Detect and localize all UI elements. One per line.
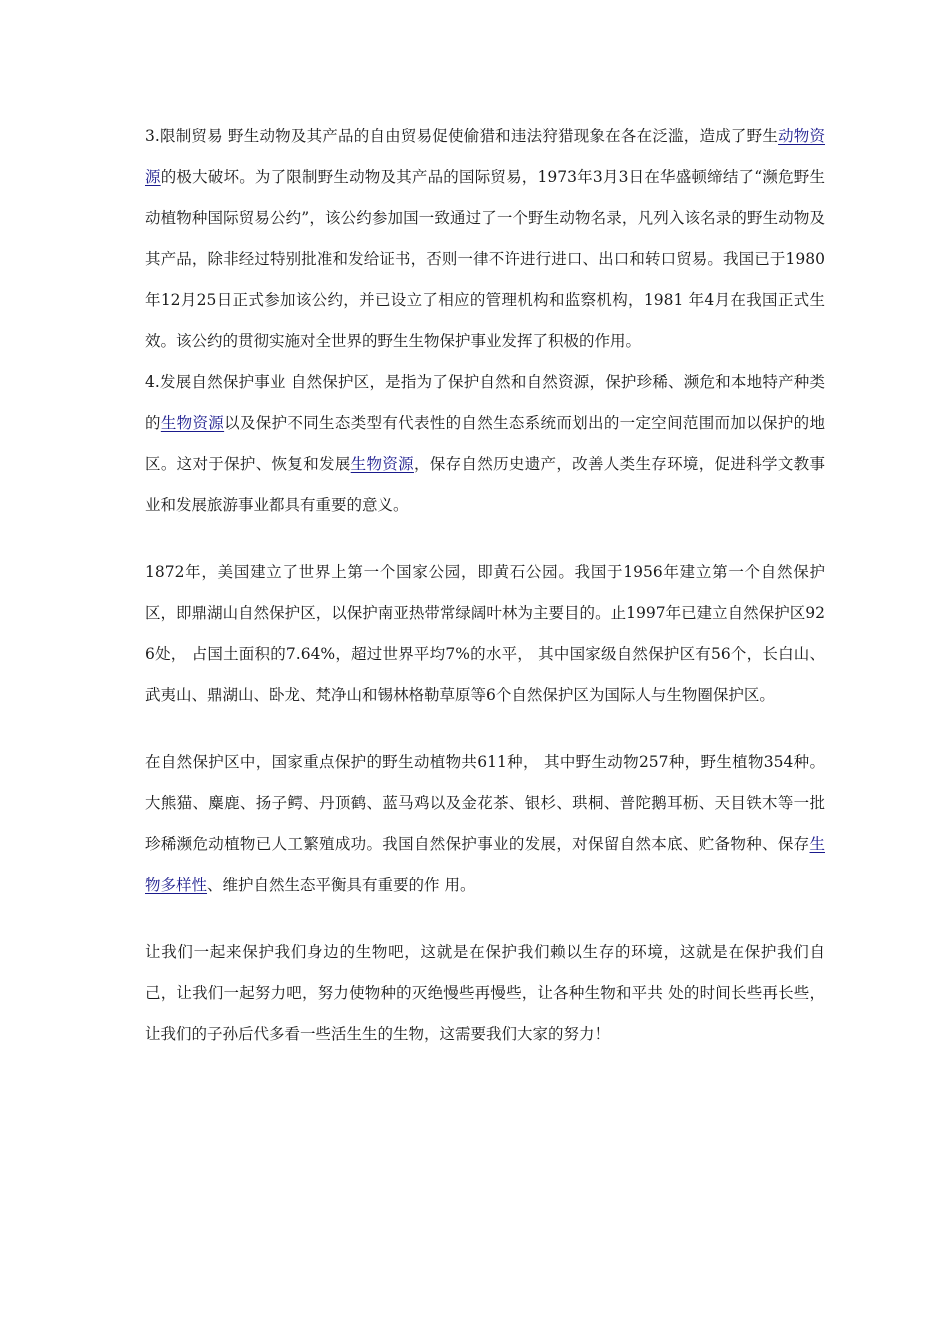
term-link[interactable]: 动物资源 xyxy=(145,127,825,186)
paragraph-p3 xyxy=(145,552,825,716)
paragraph-gap xyxy=(145,526,825,552)
paragraph-text: 以及保护不同生态类型有代表性的自然生态系统而划出的一定空间范围而加以保护的地区。这对于保护、恢复和发展 xyxy=(145,414,825,473)
term-link[interactable]: 生物资源 xyxy=(160,414,225,432)
paragraph-text: 1872年，美国建立了世界上第一个国家公园，即黄石公园。我国于1956年建立第一个自然保护区，即鼎湖山自然保护区，以保护南亚热带常绿阔叶林为主要目的。止1997年已建立自然保护区926处， 占国土面积的7.64%，超过世界平均7%的水平， 其中国家级自然保护区有56个，长白山、武夷山、鼎湖山、卧龙、梵净山和锡林格勒草原等6个自然保护区为国际人与生物圈保护区。 xyxy=(145,563,825,704)
paragraph-p1 xyxy=(145,116,825,362)
paragraph-gap xyxy=(145,716,825,742)
paragraph-p4 xyxy=(145,742,825,906)
document-body xyxy=(145,116,825,1055)
paragraph-text: 、维护自然生态平衡具有重要的作 用。 xyxy=(207,876,476,894)
paragraph-gap xyxy=(145,906,825,932)
term-link[interactable]: 生物多样性 xyxy=(145,835,825,894)
paragraph-text: 3.限制贸易 野生动物及其产品的自由贸易促使偷猎和违法狩猎现象在各在泛滥，造成了野生 xyxy=(145,127,779,145)
paragraph-text: 让我们一起来保护我们身边的生物吧，这就是在保护我们赖以生存的环境，这就是在保护我们自己，让我们一起努力吧，努力使物种的灭绝慢些再慢些，让各种生物和平共 处的时间长些再长些，让我们的子孙后代多看一些活生生的生物，这需要我们大家的努力！ xyxy=(145,943,825,1043)
paragraph-text: 在自然保护区中，国家重点保护的野生动植物共611种， 其中野生动物257种，野生植物354种。大熊猫、麋鹿、扬子鳄、丹顶鹤、蓝马鸡以及金花茶、银杉、珙桐、普陀鹅耳枥、天目铁木等一批珍稀濒危动植物已人工繁殖成功。我国自然保护事业的发展，对保留自然本底、贮备物种、保存 xyxy=(145,753,825,853)
paragraph-text: 的极大破坏。为了限制野生动物及其产品的国际贸易，1973年3月3日在华盛顿缔结了“濒危野生动植物种国际贸易公约”，该公约参加国一致通过了一个野生动物名录，凡列入该名录的野生动物及其产品，除非经过特别批准和发给证书，否则一律不许进行进口、出口和转口贸易。我国已于1980年12月25日正式参加该公约，并已设立了相应的管理机构和监察机构，1981 年4月在我国正式生效。该公约的贯彻实施对全世界的野生生物保护事业发挥了积极的作用。 xyxy=(145,168,825,350)
paragraph-p2 xyxy=(145,362,825,526)
paragraph-p5 xyxy=(145,932,825,1055)
term-link[interactable]: 生物资源 xyxy=(350,455,414,473)
paragraph-text: 4.发展自然保护事业 自然保护区，是指为了保护自然和自然资源，保护珍稀、濒危和本地特产种类的 xyxy=(145,373,825,432)
paragraph-text: ，保存自然历史遗产，改善人类生存环境，促进科学文教事业和发展旅游事业都具有重要的意义。 xyxy=(145,455,825,514)
